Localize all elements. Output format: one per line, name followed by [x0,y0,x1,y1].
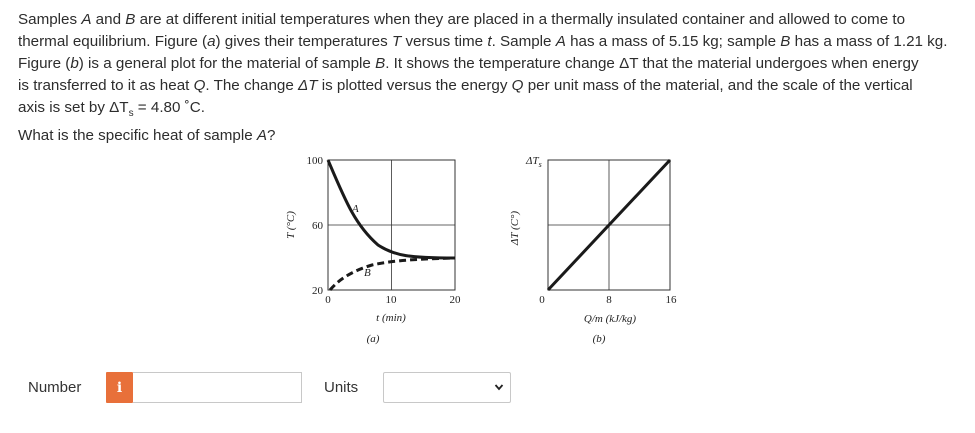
question-text-segment: a [207,33,216,50]
question-text-segment: A [81,11,92,28]
question-text-segment: . The change [205,77,299,94]
figure-b [509,155,677,345]
question-text-segment: ) is a general plot for the material of sample [78,55,376,72]
info-icon[interactable]: i [106,372,133,403]
question-text-segment: ? [267,127,276,145]
answer-row [0,371,975,405]
x-tick: 8 [606,294,612,306]
question-text-segment: Figure ( [18,55,71,72]
x-tick: 10 [385,294,397,306]
question-text-segment: . Sample [491,33,556,50]
x-tick: 16 [665,294,677,306]
question-text-segment: thermal equilibrium. Figure ( [18,33,208,50]
units-select[interactable] [383,372,511,403]
question-text-segment: Q [193,77,206,94]
question-text-segment: has a mass of 5.15 kg; sample [565,33,781,50]
question-text-segment: A [555,33,566,50]
question-text-segment: is plotted versus the energy [317,77,512,94]
question-text-segment: Q [511,77,524,94]
figure-b-y-label: ΔT (C°) [509,210,521,246]
question-text-segment: and [91,11,126,28]
question-text-segment: is transferred to it as heat [18,77,194,94]
number-input[interactable] [133,372,302,403]
figure-b-x-label: Q/m (kJ/kg) [583,313,637,325]
y-tick: 100 [306,155,323,167]
y-tick: 60 [312,220,323,232]
number-label: Number [28,379,82,396]
question-text-segment: versus time [401,33,488,50]
question-text-segment: has a mass of 1.21 kg. [790,33,948,50]
question-text-segment: per unit mass of the material, and the scale of the vertical [523,77,913,94]
question-text-segment: A [256,127,268,145]
question-text-segment: What is the specific heat of sample [18,127,257,145]
figure-b-y-top-label: $\Delta T_s$ [526,155,542,169]
chevron-down-icon [494,382,504,392]
x-tick: 0 [539,294,545,306]
curve-a-label: A [352,203,359,215]
question-text-segment: B [125,11,136,28]
question-text-segment: s [128,108,134,120]
question-text-segment: ) gives their temperatures [215,33,392,50]
figure-a-caption: (a) [366,333,380,345]
question-text-segment: = 4.80 ˚C. [133,99,205,116]
question-text-segment: . It shows the temperature change ΔT that the material undergoes when energy [385,55,919,72]
x-tick: 0 [325,294,331,306]
question-text-segment: b [70,55,79,72]
figure-a-y-label: T (°C) [285,211,297,239]
x-tick: 20 [449,294,461,306]
question-text-segment: T [391,33,402,50]
curve-b [330,258,455,290]
question-text-segment: t [487,33,492,50]
units-label: Units [324,379,359,396]
curve-b-label: B [364,267,371,279]
question-text-segment: ΔT [298,77,318,94]
figure-a-x-label: t (min) [376,312,406,324]
question-text-segment: are at different initial temperatures when they are placed in a thermally insulated container and allowed to come to [135,11,906,28]
figure-a [285,155,461,345]
y-tick: 20 [312,285,323,297]
question-text-segment: Samples [18,11,82,28]
figure-b-caption: (b) [592,333,606,345]
question-text-segment: B [780,33,791,50]
question-text-segment: B [375,55,386,72]
question-text-segment: axis is set by ΔT [18,99,129,116]
